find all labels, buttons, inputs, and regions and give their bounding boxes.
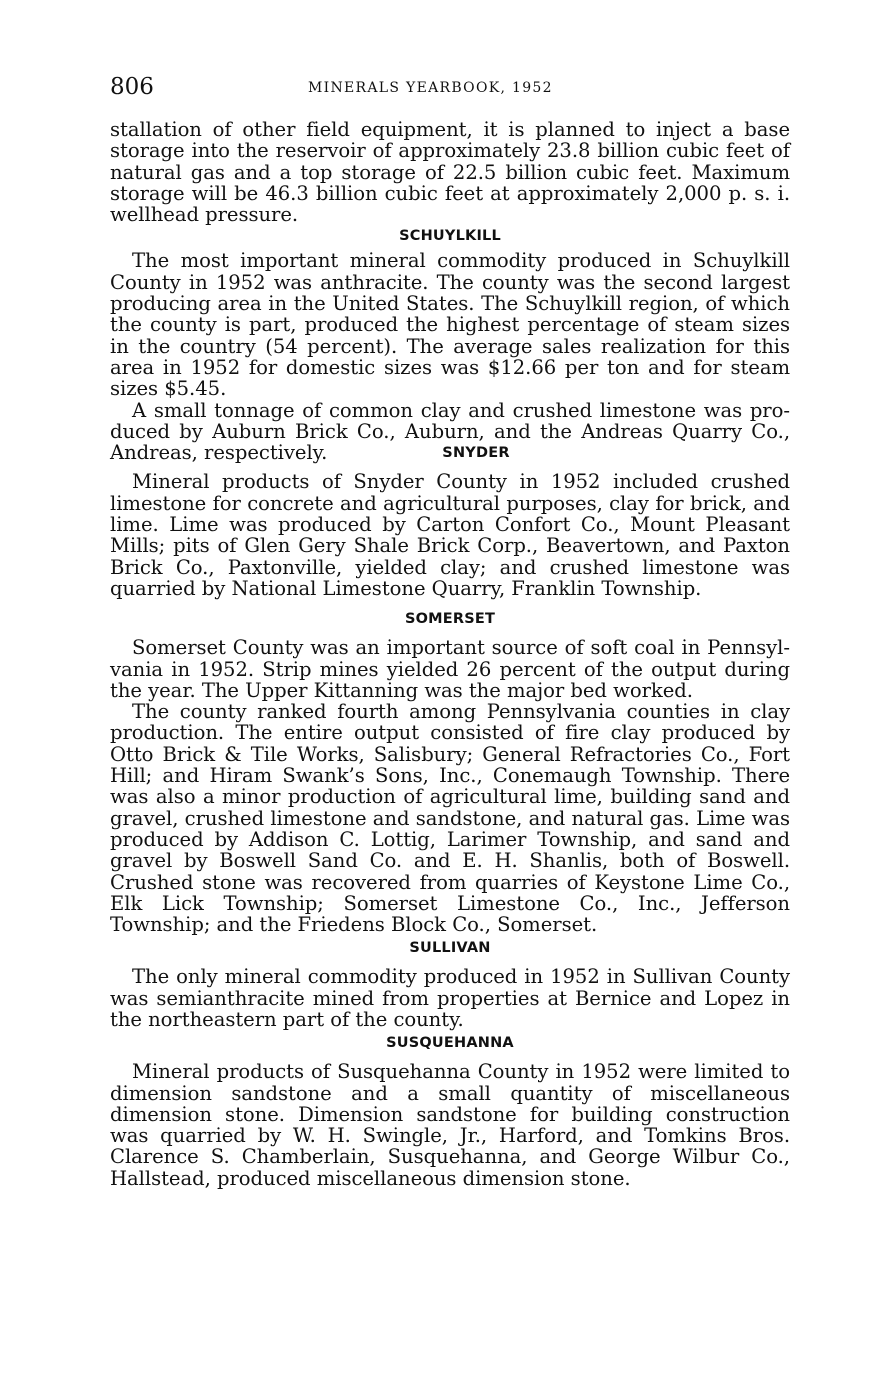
intro-paragraph: stallation of other field equipment, it is planned to inject a base storage into the reservoir of approximately 23.8 billion cubic feet of natural gas and a top storage of 22.5 billion cubic feet. Maximum storage will be 46.3 billion cubic feet at approximately 2,000 p. s. i. wellhead pressure.	[110, 118, 790, 227]
heading-susquehanna: SUSQUEHANNA	[386, 1035, 514, 1052]
heading-snyder: SNYDER	[442, 445, 510, 462]
sullivan-paragraph-1: The only mineral commodity produced in 1952 in Sullivan County was semianthracite mined from properties at Bernice and Lopez in the northeastern part of the county.	[110, 965, 790, 1031]
heading-schuylkill: SCHUYLKILL	[399, 228, 501, 245]
susquehanna-paragraph-1: Mineral products of Susquehanna County in 1952 were limited to dimension sandstone and a small quantity of miscellaneous dimension stone. Dimension sandstone for building construction was quarried by W. H. Swingle, Jr., Harford, and Tomkins Bros. Clarence S. Chamberlain, Susquehanna, and George Wilbur Co., Hallstead, produced miscellaneous dimension stone.	[110, 1060, 790, 1190]
schuylkill-paragraph-1: The most important mineral commodity produced in Schuylkill County in 1952 was anthracite. The county was the second largest producing area in the United States. The Schuylkill region, of which the county is part, produced the highest percentage of steam sizes in the country (54 percent). The average sales realization for this area in 1952 for domestic sizes was $12.66 per ton and for steam sizes $5.45.	[110, 249, 790, 401]
page-number: 806	[110, 74, 154, 100]
somerset-paragraph-2: The county ranked fourth among Pennsylvania counties in clay production. The entire output consisted of fire clay produced by Otto Brick & Tile Works, Salisbury; General Refractories Co., Fort Hill; and Hiram Swank’s Sons, Inc., Conemaugh Township. There was also a minor production of agricultural lime, building sand and gravel, crushed limestone and sandstone, and natural gas. Lime was produced by Addison C. Lottig, Larimer Township, and sand and gravel by Boswell Sand Co. and E. H. Shanlis, both of Boswell. Crushed stone was recovered from quarries of Keystone Lime Co., Elk Lick Township; Somerset Limestone Co., Inc., Jefferson Township; and the Friedens Block Co., Somerset.	[110, 700, 790, 937]
body-text	[110, 119, 790, 1189]
somerset-paragraph-1: Somerset County was an important source of soft coal in Pennsylvania in 1952. Strip mines yielded 26 percent of the output during the year. The Upper Kittanning was the major bed worked.	[110, 636, 790, 702]
page-header	[110, 72, 790, 104]
schuylkill-paragraph-2: A small tonnage of common clay and crushed limestone was produced by Auburn Brick Co., Auburn, and the Andreas Quarry Co., Andreas, respectively.	[110, 398, 790, 465]
heading-sullivan: SULLIVAN	[409, 940, 491, 957]
heading-somerset: SOMERSET	[404, 611, 496, 628]
snyder-paragraph-1: Mineral products of Snyder County in 1952 included crushed limestone for concrete and agricultural purposes, clay for brick, and lime. Lime was produced by Carton Confort Co., Mount Pleasant Mills; pits of Glen Gery Shale Brick Corp., Beavertown, and Paxton Brick Co., Paxtonville, yielded clay; and crushed limestone was quarried by National Limestone Quarry, Franklin Township.	[110, 470, 790, 600]
running-head: MINERALS YEARBOOK, 1952	[308, 80, 553, 96]
